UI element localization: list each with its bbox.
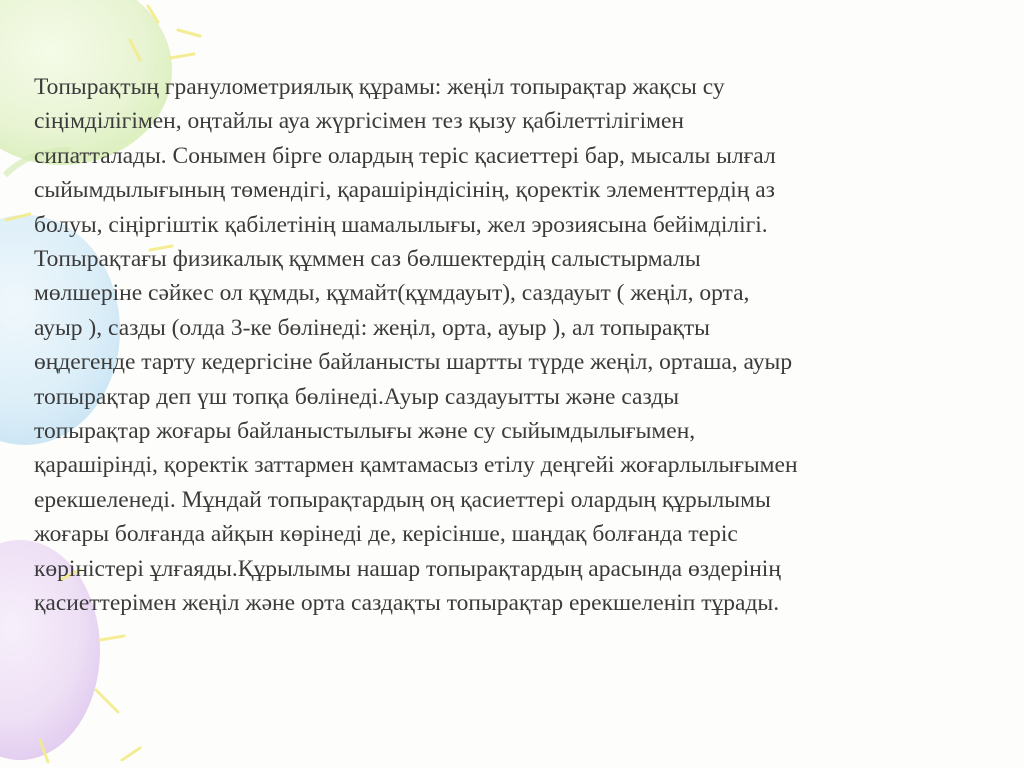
text-line: болуы, сіңіргіштік қабілетінің шамалылығы, жел эрозиясына бейімділігі. (34, 211, 768, 238)
text-line: топырақтар деп үш топқа бөлінеді.Ауыр саздауытты және сазды (34, 383, 680, 410)
text-line: Топырақтың гранулометриялық құрамы: жеңіл топырақтар жақсы су (34, 74, 725, 100)
text-line: көріністері ұлғаяды.Құрылымы нашар топырақтардың арасында өздерінің (34, 555, 781, 582)
text-line: мөлшеріне сәйкес ол құмды, құмайт(құмдауыт), саздауыт ( жеңіл, орта, (34, 280, 750, 307)
text-line: жоғары болғанда айқын көрінеді де, керісінше, шаңдақ болғанда теріс (34, 521, 738, 548)
text-line: өңдегенде тарту кедергісіне байланысты шартты түрде жеңіл, орташа, ауыр (34, 349, 793, 376)
text-line: Топырақтағы физикалық құммен саз бөлшектердің салыстырмалы (34, 246, 701, 273)
body-text (34, 70, 994, 621)
text-line: қарашірінді, қоректік заттармен қамтамасыз етілу деңгейі жоғарлылығымен (34, 452, 798, 479)
text-line: ерекшеленеді. Мұндай топырақтардың оң қасиеттері олардың құрылымы (34, 486, 771, 513)
text-line: топырақтар жоғары байланыстылығы және су сыйымдылығымен, (34, 418, 696, 445)
text-line: сыйымдылығының төмендігі, қарашіріндісінің, қоректік элементтердің аз (34, 177, 775, 204)
text-line: қасиеттерімен жеңіл және орта саздақты топырақтар ерекшеленіп тұрады. (34, 590, 780, 617)
text-line: ауыр ), сазды (олда 3-ке бөлінеді: жеңіл, орта, ауыр ), ал топырақты (34, 314, 710, 341)
text-line: сипатталады. Сонымен бірге олардың теріс қасиеттері бар, мысалы ылғал (34, 142, 776, 169)
text-line: сіңімділігімен, оңтайлы ауа жүргісімен тез қызу қабілеттілігімен (34, 108, 684, 135)
